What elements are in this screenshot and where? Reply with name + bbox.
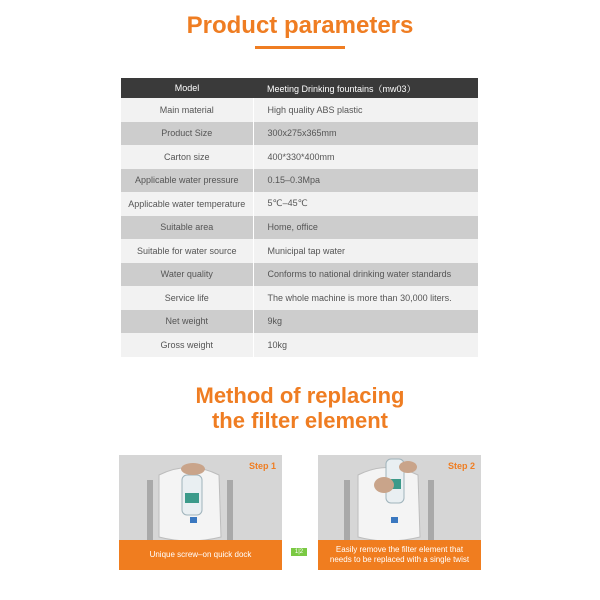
parameters-title: Product parameters	[186, 12, 414, 39]
param-value: 5℃–45℃	[253, 192, 478, 216]
param-name: Applicable water pressure	[121, 169, 253, 193]
param-name: Suitable area	[121, 216, 253, 240]
param-value: 400*330*400mm	[253, 145, 478, 169]
step-2-label: Step 2	[447, 461, 475, 471]
table-row	[121, 145, 478, 169]
step-1-caption: Unique screw–on quick dock	[119, 540, 282, 570]
header-cell-model-value: Meeting Drinking fountains（mw03）	[253, 78, 478, 98]
table-row	[121, 122, 478, 146]
param-name: Carton size	[121, 145, 253, 169]
table-row	[121, 263, 478, 287]
param-value: High quality ABS plastic	[253, 98, 478, 122]
filter-method-title	[0, 383, 600, 433]
step-1-panel	[119, 455, 282, 570]
param-value: Municipal tap water	[253, 239, 478, 263]
param-value: 10kg	[253, 333, 478, 357]
filter-method-title-line2: the filter element	[211, 408, 389, 433]
param-value: 9kg	[253, 310, 478, 334]
param-value: Home, office	[253, 216, 478, 240]
param-name: Net weight	[121, 310, 253, 334]
param-name: Product Size	[121, 122, 253, 146]
param-name: Suitable for water source	[121, 239, 253, 263]
step-1-label: Step 1	[248, 461, 276, 471]
table-row	[121, 333, 478, 357]
param-name: Gross weight	[121, 333, 253, 357]
param-name: Water quality	[121, 263, 253, 287]
table-row	[121, 310, 478, 334]
param-name: Main material	[121, 98, 253, 122]
parameters-table	[121, 78, 478, 357]
table-row	[121, 239, 478, 263]
step-connector-badge: 1|2	[291, 548, 307, 556]
table-row	[121, 286, 478, 310]
step-2-caption: Easily remove the filter element that needs to be replaced with a single twist	[318, 540, 481, 570]
title-underline	[255, 46, 345, 49]
param-value: 300x275x365mm	[253, 122, 478, 146]
filter-method-title-line1: Method of replacing	[195, 383, 405, 408]
table-row	[121, 98, 478, 122]
table-row	[121, 169, 478, 193]
header-cell-model: Model	[121, 78, 253, 98]
table-row	[121, 192, 478, 216]
param-name: Service life	[121, 286, 253, 310]
param-value: The whole machine is more than 30,000 liters.	[253, 286, 478, 310]
param-value: 0.15–0.3Mpa	[253, 169, 478, 193]
table-header-row	[121, 78, 478, 98]
table-row	[121, 216, 478, 240]
step-2-panel	[318, 455, 481, 570]
param-value: Conforms to national drinking water standards	[253, 263, 478, 287]
param-name: Applicable water temperature	[121, 192, 253, 216]
